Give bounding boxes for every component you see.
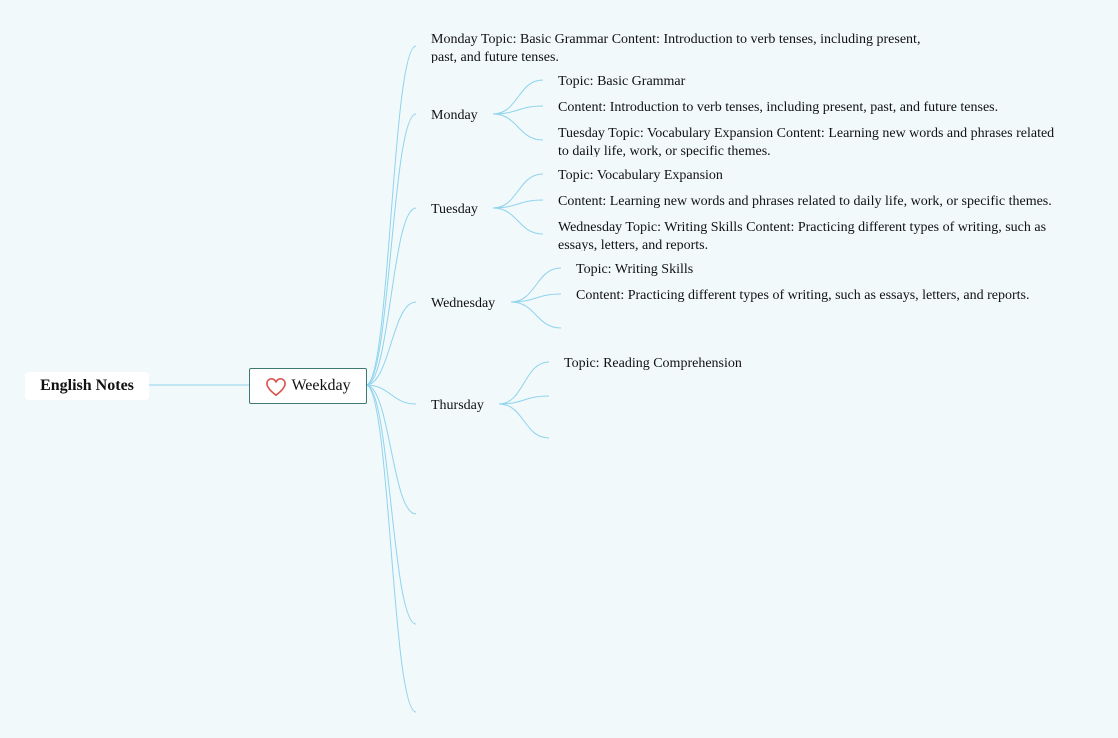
node-wednesday-label: Wednesday — [431, 296, 496, 311]
connector-tuesday-1 — [493, 174, 543, 208]
node-monday-next-note[interactable] — [558, 125, 1058, 157]
node-tuesday[interactable] — [431, 201, 478, 219]
hub-label: Weekday — [291, 377, 351, 394]
node-wednesday[interactable] — [431, 295, 495, 313]
node-thursday-topic-text: Topic: Reading Comprehension — [564, 356, 742, 371]
connector-wednesday-1 — [511, 268, 561, 302]
connector-thursday-1 — [499, 362, 549, 404]
node-monday-topic[interactable] — [558, 73, 685, 91]
connector-wednesday-3 — [511, 302, 561, 328]
connector-monday-3 — [493, 114, 543, 140]
connector-hub-empty-2 — [366, 385, 416, 624]
node-wednesday-content[interactable] — [576, 287, 1029, 305]
root-node[interactable] — [25, 372, 149, 400]
node-tuesday-topic[interactable] — [558, 167, 723, 185]
connector-tuesday-3 — [493, 208, 543, 234]
connector-hub-empty-1 — [366, 385, 416, 514]
node-thursday-topic[interactable] — [564, 355, 742, 373]
node-wednesday-topic-text: Topic: Writing Skills — [576, 262, 694, 277]
node-monday-content-text: Content: Introduction to verb tenses, including present, past, and future tenses. — [558, 100, 999, 115]
connector-hub-empty-3 — [366, 385, 416, 712]
hub-node-weekday[interactable] — [249, 368, 367, 404]
node-tuesday-content-text: Content: Learning new words and phrases related to daily life, work, or specific themes. — [558, 194, 1052, 209]
node-thursday-label: Thursday — [431, 398, 484, 413]
heart-icon — [265, 377, 287, 397]
connector-monday-1 — [493, 80, 543, 114]
node-tuesday-topic-text: Topic: Vocabulary Expansion — [558, 168, 723, 183]
node-monday-label: Monday — [431, 108, 478, 123]
node-thursday[interactable] — [431, 397, 484, 415]
node-monday-content[interactable] — [558, 99, 998, 117]
node-tuesday-next-note-text: Wednesday Topic: Writing Skills Content: Practicing different types of writing, such as essays, letters, and reports. — [558, 220, 1047, 251]
node-tuesday-label: Tuesday — [431, 202, 478, 217]
node-monday-next-note-text: Tuesday Topic: Vocabulary Expansion Content: Learning new words and phrases related to daily life, work, or specific themes. — [558, 126, 1055, 157]
node-wednesday-content-text: Content: Practicing different types of writing, such as essays, letters, and reports. — [576, 288, 1030, 303]
root-label: English Notes — [40, 377, 134, 394]
node-wednesday-topic[interactable] — [576, 261, 693, 279]
node-monday[interactable] — [431, 107, 478, 125]
node-monday-topic-text: Topic: Basic Grammar — [558, 74, 686, 89]
node-tuesday-next-note[interactable] — [558, 219, 1058, 251]
node-tuesday-content[interactable] — [558, 193, 1052, 211]
connector-thursday-3 — [499, 404, 549, 438]
node-monday-note[interactable] — [431, 31, 931, 63]
node-monday-note-text: Monday Topic: Basic Grammar Content: Introduction to verb tenses, including present, past, and future tenses. — [431, 32, 921, 63]
connector-hub-tuesday — [366, 208, 416, 385]
